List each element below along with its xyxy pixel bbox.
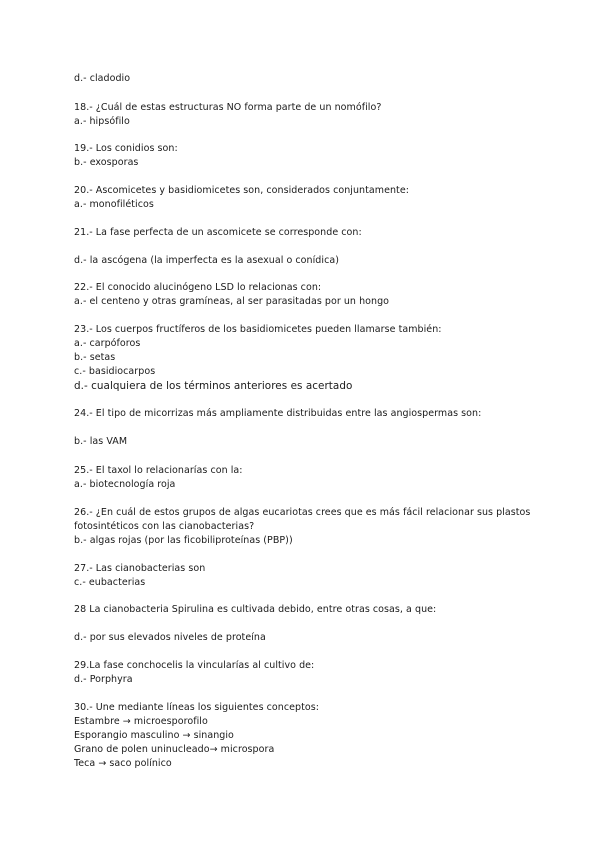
question-26: 26.- ¿En cuál de estos grupos de algas eucariotas crees que es más fácil relacionar sus plastos	[74, 507, 531, 518]
question-25: 25.- El taxol lo relacionarías con la:	[74, 465, 243, 476]
answer-29: d.- Porphyra	[74, 674, 133, 685]
match-pair-1: Estambre → microesporofilo	[74, 716, 208, 727]
question-26-cont: fotosintéticos con las cianobacterias?	[74, 521, 255, 532]
answer-24: b.- las VAM	[74, 436, 128, 447]
option-23a: a.- carpóforos	[74, 338, 141, 349]
answer-27: c.- eubacterias	[74, 577, 146, 588]
answer-20: a.- monofiléticos	[74, 199, 154, 210]
answer-25: a.- biotecnología roja	[74, 479, 176, 490]
answer-28: d.- por sus elevados niveles de proteína	[74, 632, 266, 643]
option-23b: b.- setas	[74, 352, 116, 363]
answer-22: a.- el centeno y otras gramíneas, al ser parasitadas por un hongo	[74, 296, 390, 307]
answer-19: b.- exosporas	[74, 157, 139, 168]
question-18: 18.- ¿Cuál de estas estructuras NO forma parte de un nomófilo?	[74, 102, 382, 113]
question-21: 21.- La fase perfecta de un ascomicete se corresponde con:	[74, 227, 362, 238]
answer-17: d.- cladodio	[74, 73, 131, 84]
match-pair-3: Grano de polen uninucleado→ microspora	[74, 744, 275, 755]
option-23c: c.- basidiocarpos	[74, 366, 156, 377]
match-pair-2: Esporangio masculino → sinangio	[74, 730, 234, 741]
match-pair-4: Teca → saco polínico	[74, 758, 172, 769]
question-20: 20.- Ascomicetes y basidiomicetes son, considerados conjuntamente:	[74, 185, 409, 196]
question-19: 19.- Los conidios son:	[74, 143, 178, 154]
answer-21: d.- la ascógena (la imperfecta es la asexual o conídica)	[74, 255, 339, 266]
answer-18: a.- hipsófilo	[74, 116, 130, 127]
answer-26: b.- algas rojas (por las ficobiliproteínas (PBP))	[74, 535, 293, 546]
question-28: 28 La cianobacteria Spirulina es cultivada debido, entre otras cosas, a que:	[74, 604, 437, 615]
answer-23: d.- cualquiera de los términos anteriores es acertado	[74, 380, 353, 392]
question-27: 27.- Las cianobacterias son	[74, 563, 206, 574]
question-30: 30.- Une mediante líneas los siguientes conceptos:	[74, 702, 319, 713]
question-23: 23.- Los cuerpos fructíferos de los basidiomicetes pueden llamarse también:	[74, 324, 442, 335]
question-22: 22.- El conocido alucinógeno LSD lo relacionas con:	[74, 282, 322, 293]
question-24: 24.- El tipo de micorrizas más ampliamente distribuidas entre las angiospermas son:	[74, 408, 482, 419]
question-29: 29.La fase conchocelis la vincularías al cultivo de:	[74, 660, 315, 671]
